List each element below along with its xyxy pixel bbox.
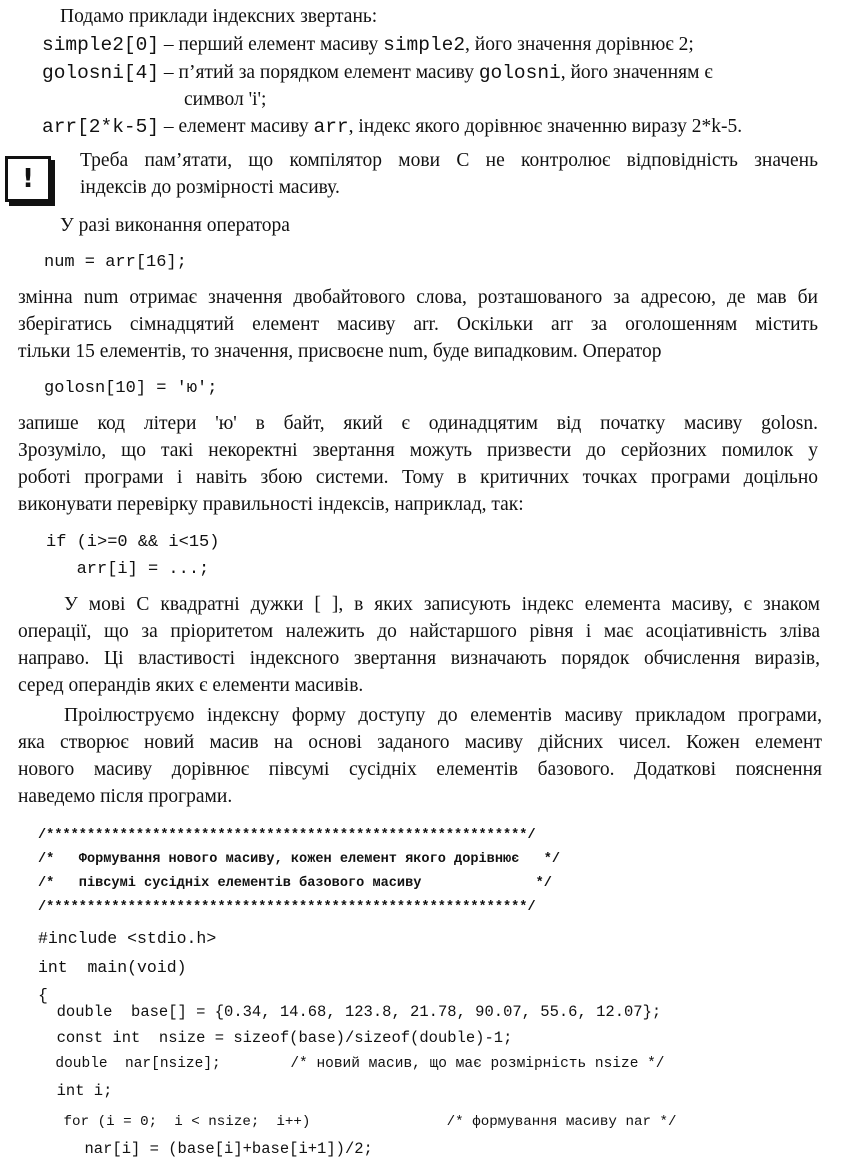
paragraph-line: нового масиву дорівнює півсумі сусідніх елементів базового. Додаткові пояснення [18,759,822,780]
program-line: nar[i] = (base[i]+base[i+1])/2; [38,1140,373,1158]
program-line: { [38,986,48,1005]
example-desc: – п’ятий за порядком елемент масиву [159,62,479,83]
code-line: if (i>=0 && i<15) [46,533,220,552]
program-line: for (i = 0; i < nsize; i++) /* формування масиву nar */ [38,1114,677,1130]
program-comment-line: /***********************************************************/ [38,900,536,915]
example-code: arr[2*k-5] [42,116,160,138]
example-code: golosni[4] [42,62,160,84]
program-comment-line: /* Формування нового масиву, кожен елемент якого дорівнює */ [38,852,561,867]
paragraph-line: операції, що за пріоритетом належить до найстаршого рівня і має асоціативність зліва [18,621,820,642]
warning-line: Треба пам’ятати, що компілятор мови С не контролює відповідність значень [80,150,818,171]
exclamation-icon [5,156,51,202]
intro-text: Подамо приклади індексних звертань: [60,6,378,27]
paragraph-text: У разі виконання оператора [60,215,290,236]
program-line: int i; [38,1082,113,1100]
example-code: simple2[0] [42,34,160,56]
example-desc-end: , його значення дорівнює 2; [465,34,694,55]
example-continuation: символ 'i'; [184,89,267,110]
program-line: double base[] = {0.34, 14.68, 123.8, 21.78, 90.07, 55.6, 12.07}; [38,1003,662,1021]
paragraph-line: Зрозуміло, що такі некоректні звертання можуть призвести до серйозних помилок у [18,440,818,461]
paragraph-line: зберігатись сімнадцятий елемент масиву arr. Оскільки arr за оголошенням містить [18,314,818,335]
example-line [42,62,713,84]
code-snippet: num = arr[16]; [44,253,187,272]
paragraph-line: змінна num отримає значення двобайтового слова, розташованого за адресою, де мав би [18,287,818,308]
example-desc: – перший елемент масиву [159,34,384,55]
example-desc-end: , індекс якого дорівнює значенню виразу 2*k-5. [348,116,743,137]
example-ident: simple2 [383,34,466,56]
code-line: arr[i] = ...; [46,560,210,579]
paragraph-line: направо. Ці властивості індексного звертання визначають порядок обчислення виразів, [18,648,820,669]
paragraph-line: серед операндів яких є елементи масивів. [18,675,364,696]
paragraph-line: тільки 15 елементів, то значення, присвоєне num, буде випадковим. Оператор [18,341,662,362]
example-line [42,116,742,138]
example-ident: arr [313,116,349,138]
example-line [42,34,694,56]
paragraph-line: яка створює новий масив на основі заданого масиву дійсних чисел. Кожен елемент [18,732,822,753]
program-line: double nar[nsize]; /* новий масив, що має розмірність nsize */ [38,1056,665,1072]
paragraph-line: роботі програми і навіть збою системи. Тому в критичних точках програми доцільно [18,467,818,488]
example-ident: golosni [478,62,561,84]
paragraph-line: У мові С квадратні дужки [ ], в яких записують індекс елемента масиву, є знаком [64,594,820,615]
example-desc: – елемент масиву [159,116,314,137]
code-snippet: golosn[10] = 'ю'; [44,379,218,398]
paragraph-line: наведемо після програми. [18,786,233,807]
warning-line: індексів до розмірності масиву. [80,177,340,198]
paragraph-line: виконувати перевірку правильності індексів, наприклад, так: [18,494,524,515]
program-comment-line: /***********************************************************/ [38,828,536,843]
paragraph-line: Проілюструємо індексну форму доступу до елементів масиву прикладом програми, [64,705,822,726]
program-line: const int nsize = sizeof(base)/sizeof(double)-1; [38,1029,513,1047]
example-desc-end: , його значенням є [560,62,713,83]
paragraph-line: запише код літери 'ю' в байт, який є одинадцятим від початку масиву golosn. [18,413,818,434]
program-comment-line: /* півсумі сусідніх елементів базового масиву */ [38,876,552,891]
exclamation-symbol: ! [22,164,34,194]
program-line: int main(void) [38,958,187,977]
program-line: #include <stdio.h> [38,929,217,948]
